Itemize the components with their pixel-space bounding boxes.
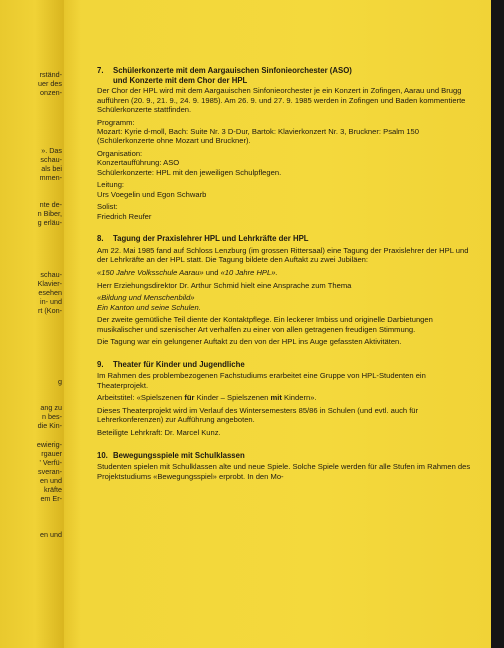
paragraph: Dieses Theaterprojekt wird im Verlauf des Wintersemesters 85/86 in Schulen (und evtl. auch für Lehrerkonferenzen) zur Aufführung angeboten. [97, 405, 419, 425]
left-page-fragment: ' Verfü- [39, 458, 62, 467]
section-9 [97, 360, 477, 438]
section-title-line: Theater für Kinder und Jugendliche [113, 359, 245, 369]
text-span: Kinder – Spielszenen [194, 393, 271, 403]
section-number: 9. [97, 359, 104, 369]
left-page-fragment: em Er- [40, 494, 62, 503]
left-page-fragment: als bei [41, 164, 62, 173]
text-span: Kindern». [281, 393, 317, 403]
section-8 [97, 234, 477, 346]
label: Programm: [97, 117, 135, 127]
left-page-fragment: in- und [40, 297, 62, 306]
left-page-fragment: ewierig- [36, 440, 62, 449]
section-number: 7. [97, 66, 104, 75]
left-page-fragment: ang zu [40, 403, 62, 412]
page-content [97, 66, 477, 484]
jubilee-line [97, 268, 477, 277]
section-title-line: Tagung der Praxislehrer HPL und Lehrkräfte der HPL [113, 234, 309, 244]
text-span: Arbeitstitel: «Spielszenen [97, 393, 185, 403]
section-9-title [97, 360, 477, 370]
document-page [64, 0, 491, 648]
left-page-fragment: rgauer [41, 449, 62, 458]
section-8-title [97, 234, 477, 244]
left-page-fragment: rständ- [39, 70, 62, 79]
left-page-fragment: n Biber, [37, 209, 62, 218]
theme-line: «Bildung und Menschenbild» [97, 293, 195, 303]
paragraph: Die Tagung war ein gelungener Auftakt zu den von der HPL ins Auge gefassten Aktivitäten. [97, 337, 402, 347]
paragraph: Mozart: Kyrie d-moll, Bach: Suite Nr. 3 D-Dur, Bartok: Klavierkonzert Nr. 3, Bruckner: Psalm 150 (Schülerkonzerte ohne Mozart und Bruckner). [97, 127, 420, 146]
left-page-fragment: rt (Kon- [38, 306, 62, 315]
section-7 [97, 66, 477, 221]
arbeitstitel-line [97, 393, 477, 402]
section-title-line: Bewegungsspiele mit Schulklassen [113, 450, 245, 460]
left-page-fragment: nte de- [39, 200, 62, 209]
left-page-fragment: onzen- [40, 88, 62, 97]
jubilee-and: und [203, 268, 221, 277]
bold-span: für [184, 393, 195, 403]
text-line: Konzertaufführung: ASO [97, 158, 180, 168]
left-page-fragment: mmen- [39, 173, 62, 182]
paragraph: Am 22. Mai 1985 fand auf Schloss Lenzburg (im grossen Rittersaal) eine Tagung der Praxislehrer der HPL und der Lehrkräfte an der HPL statt. Die Tagung bildete den Auftakt zu zwei Jubiläen: [97, 246, 469, 265]
label: Leitung: [97, 180, 125, 190]
left-page-fragment: Klavier- [37, 279, 62, 288]
text-line: Friedrich Reufer [97, 211, 152, 221]
text-line: Schülerkonzerte: HPL mit den jeweiligen Schulpflegen. [97, 167, 282, 177]
section-title-line: und Konzerte mit dem Chor der HPL [113, 75, 248, 85]
left-page-fragment: schau- [40, 270, 62, 279]
label: Organisation: [97, 149, 143, 158]
paragraph: Der Chor der HPL wird mit dem Aargauischen Sinfonieorchester je ein Konzert in Zofingen, Aarau und Brugg aufführen (20. 9., 21. 9., 24. 9. 1985). Am 26. 9. und 27. 9. 1985 werden in Zofingen und Baden kommentierte Schülerkonzerte stattfinden. [97, 86, 466, 114]
section-10-title [97, 451, 477, 461]
left-page-fragment: ». Das [41, 146, 62, 155]
bold-span: mit [270, 393, 282, 403]
jubilee-b: «10 Jahre HPL». [220, 268, 278, 277]
left-page-fragment: uer des [38, 79, 62, 88]
paragraph: Im Rahmen des problembezogenen Fachstudiums erarbeitet eine Gruppe von HPL-Studenten ein Theaterprojekt. [97, 371, 426, 390]
left-page-fragment: g erläu- [37, 218, 62, 227]
paragraph: Der zweite gemütliche Teil diente der Kontaktpflege. Ein leckerer Imbiss und originelle Darbietungen musikalischer und szenischer Art verhalfen zu einer von allen getragenen freudigen Stimmung. [97, 315, 433, 334]
section-number: 8. [97, 234, 104, 244]
left-page-strip [0, 0, 64, 648]
left-page-fragment: die Kin- [37, 421, 62, 430]
left-page-fragment: schau- [40, 155, 62, 164]
background-edge [491, 0, 504, 648]
text-line: Urs Voegelin und Egon Schwarb [97, 189, 207, 199]
paragraph: Studenten spielen mit Schulklassen alte und neue Spiele. Solche Spiele werden für alle Stufen im Rahmen des Projektstudiums «Bewegungsspiel» erprobt. In den Mo- [97, 462, 471, 481]
jubilee-a: «150 Jahre Volksschule Aarau» [97, 268, 204, 277]
left-page-fragment: sveran- [38, 467, 62, 476]
theme-line: Ein Kanton und seine Schulen. [97, 302, 201, 312]
section-number: 10. [97, 450, 108, 460]
paragraph: Beteiligte Lehrkraft: Dr. Marcel Kunz. [97, 427, 221, 437]
paragraph: Herr Erziehungsdirektor Dr. Arthur Schmid hielt eine Ansprache zum Thema [97, 280, 352, 290]
section-10 [97, 451, 477, 481]
left-page-fragment: esehen [38, 288, 62, 297]
left-page-fragment: en und [40, 530, 62, 539]
label: Solist: [97, 202, 118, 212]
left-page-fragment: n bes- [42, 412, 62, 421]
left-page-fragment: kräfte [44, 485, 62, 494]
left-page-fragment: en und [40, 476, 62, 485]
left-page-fragment: g [58, 377, 62, 386]
section-7-title [97, 66, 477, 85]
section-title-line: Schülerkonzerte mit dem Aargauischen Sinfonieorchester (ASO) [113, 66, 352, 75]
